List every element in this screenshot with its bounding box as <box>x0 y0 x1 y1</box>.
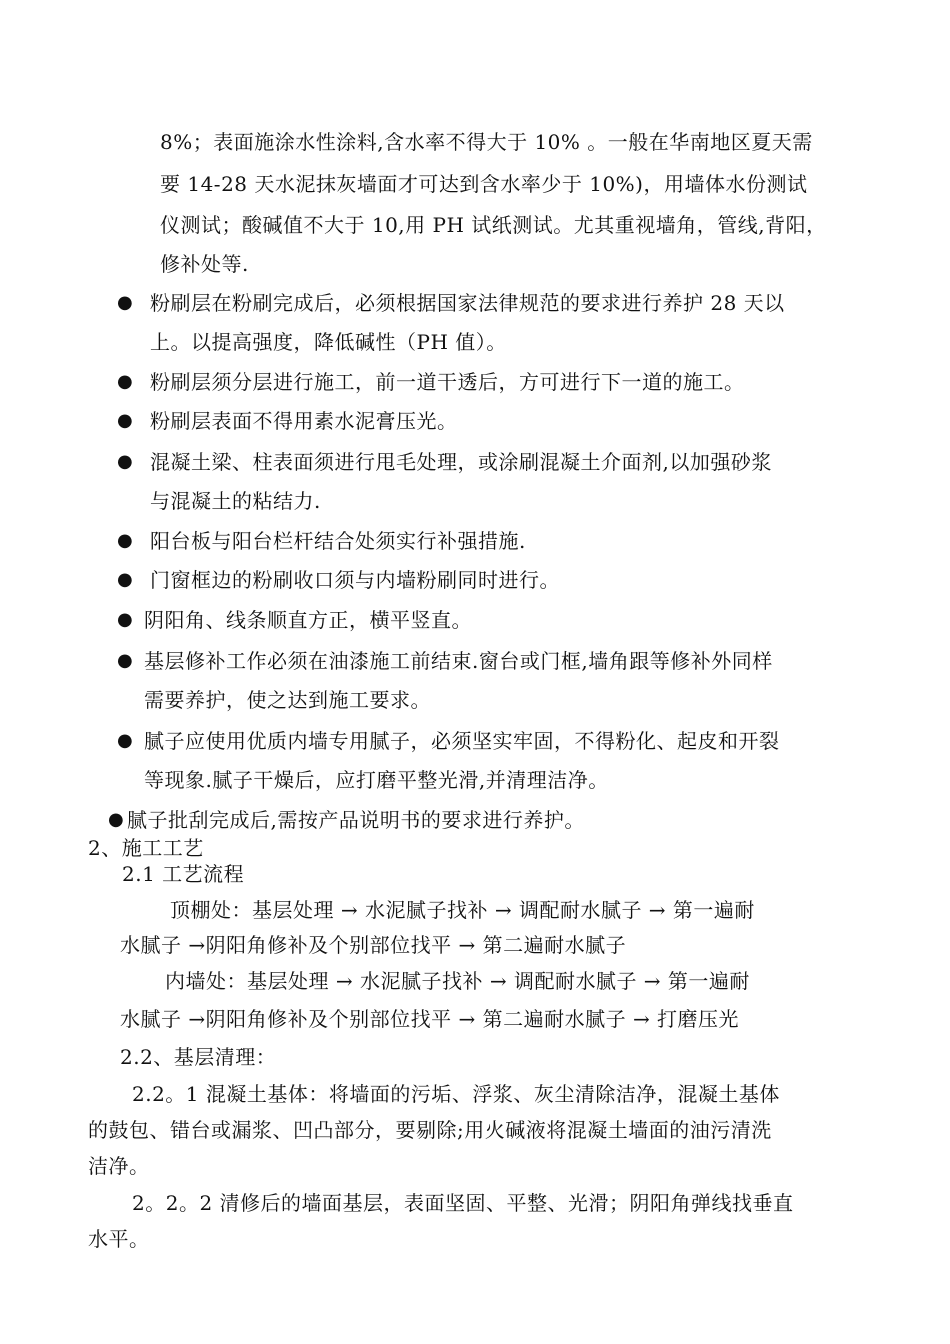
text-line: 基层修补工作必须在油漆施工前结束.窗台或门框,墙角跟等修补外同样 <box>144 649 773 673</box>
bullet-icon: ● <box>117 292 133 313</box>
text-line: 的鼓包、错台或漏浆、凹凸部分，要剔除;用火碱液将混凝土墙面的油污清洗 <box>88 1118 772 1142</box>
text-line: 8%；表面施涂水性涂料,含水率不得大于 10% 。一般在华南地区夏天需 <box>160 130 813 154</box>
text-line: 腻子批刮完成后,需按产品说明书的要求进行养护。 <box>127 808 585 832</box>
bullet-icon: ● <box>117 451 133 472</box>
text-line: 2。2。2 清修后的墙面基层，表面坚固、平整、光滑；阴阳角弹线找垂直 <box>132 1191 794 1215</box>
text-line: 内墙处：基层处理 → 水泥腻子找补 → 调配耐水腻子 → 第一遍耐 <box>165 969 750 993</box>
text-line: 洁净。 <box>88 1154 150 1178</box>
bullet-icon: ● <box>117 650 133 671</box>
text-line: 水腻子 →阴阳角修补及个别部位找平 → 第二遍耐水腻子 → 打磨压光 <box>120 1007 740 1031</box>
section-heading: 2、施工工艺 <box>88 836 204 860</box>
text-line: 2.2。1 混凝土基体：将墙面的污垢、浮浆、灰尘清除洁净，混凝土基体 <box>132 1082 780 1106</box>
text-line: 需要养护，使之达到施工要求。 <box>144 688 431 712</box>
text-line: 水腻子 →阴阳角修补及个别部位找平 → 第二遍耐水腻子 <box>120 933 627 957</box>
text-line: 混凝土梁、柱表面须进行甩毛处理，或涂刷混凝土介面剂,以加强砂浆 <box>150 450 772 474</box>
bullet-icon: ● <box>117 530 133 551</box>
text-line: 阳台板与阳台栏杆结合处须实行补强措施. <box>150 529 526 553</box>
text-line: 上。以提高强度，降低碱性（PH 值）。 <box>150 330 507 354</box>
text-line: 仪测试；酸碱值不大于 10,用 PH 试纸测试。尤其重视墙角，管线,背阳， <box>160 213 827 237</box>
text-line: 与混凝土的粘结力. <box>150 489 321 513</box>
text-line: 要 14-28 天水泥抹灰墙面才可达到含水率少于 10%)，用墙体水份测试 <box>160 172 808 196</box>
bullet-icon: ● <box>117 609 133 630</box>
bullet-icon: ● <box>117 730 133 751</box>
text-line: 粉刷层表面不得用素水泥膏压光。 <box>150 409 458 433</box>
subsection-heading: 2.1 工艺流程 <box>122 862 245 886</box>
text-line: 腻子应使用优质内墙专用腻子，必须坚实牢固，不得粉化、起皮和开裂 <box>144 729 780 753</box>
text-line: 水平。 <box>88 1227 150 1251</box>
bullet-icon: ● <box>108 809 124 830</box>
text-line: 门窗框边的粉刷收口须与内墙粉刷同时进行。 <box>150 568 560 592</box>
bullet-icon: ● <box>117 569 133 590</box>
text-line: 阴阳角、线条顺直方正，横平竖直。 <box>144 608 472 632</box>
text-line: 粉刷层须分层进行施工，前一道干透后，方可进行下一道的施工。 <box>150 370 745 394</box>
text-line: 等现象.腻子干燥后，应打磨平整光滑,并清理洁净。 <box>144 768 609 792</box>
subsection-heading: 2.2、基层清理： <box>120 1045 277 1069</box>
text-line: 修补处等. <box>160 252 249 276</box>
text-line: 顶棚处：基层处理 → 水泥腻子找补 → 调配耐水腻子 → 第一遍耐 <box>170 898 755 922</box>
bullet-icon: ● <box>117 371 133 392</box>
text-line: 粉刷层在粉刷完成后，必须根据国家法律规范的要求进行养护 28 天以 <box>150 291 785 315</box>
bullet-icon: ● <box>117 410 133 431</box>
